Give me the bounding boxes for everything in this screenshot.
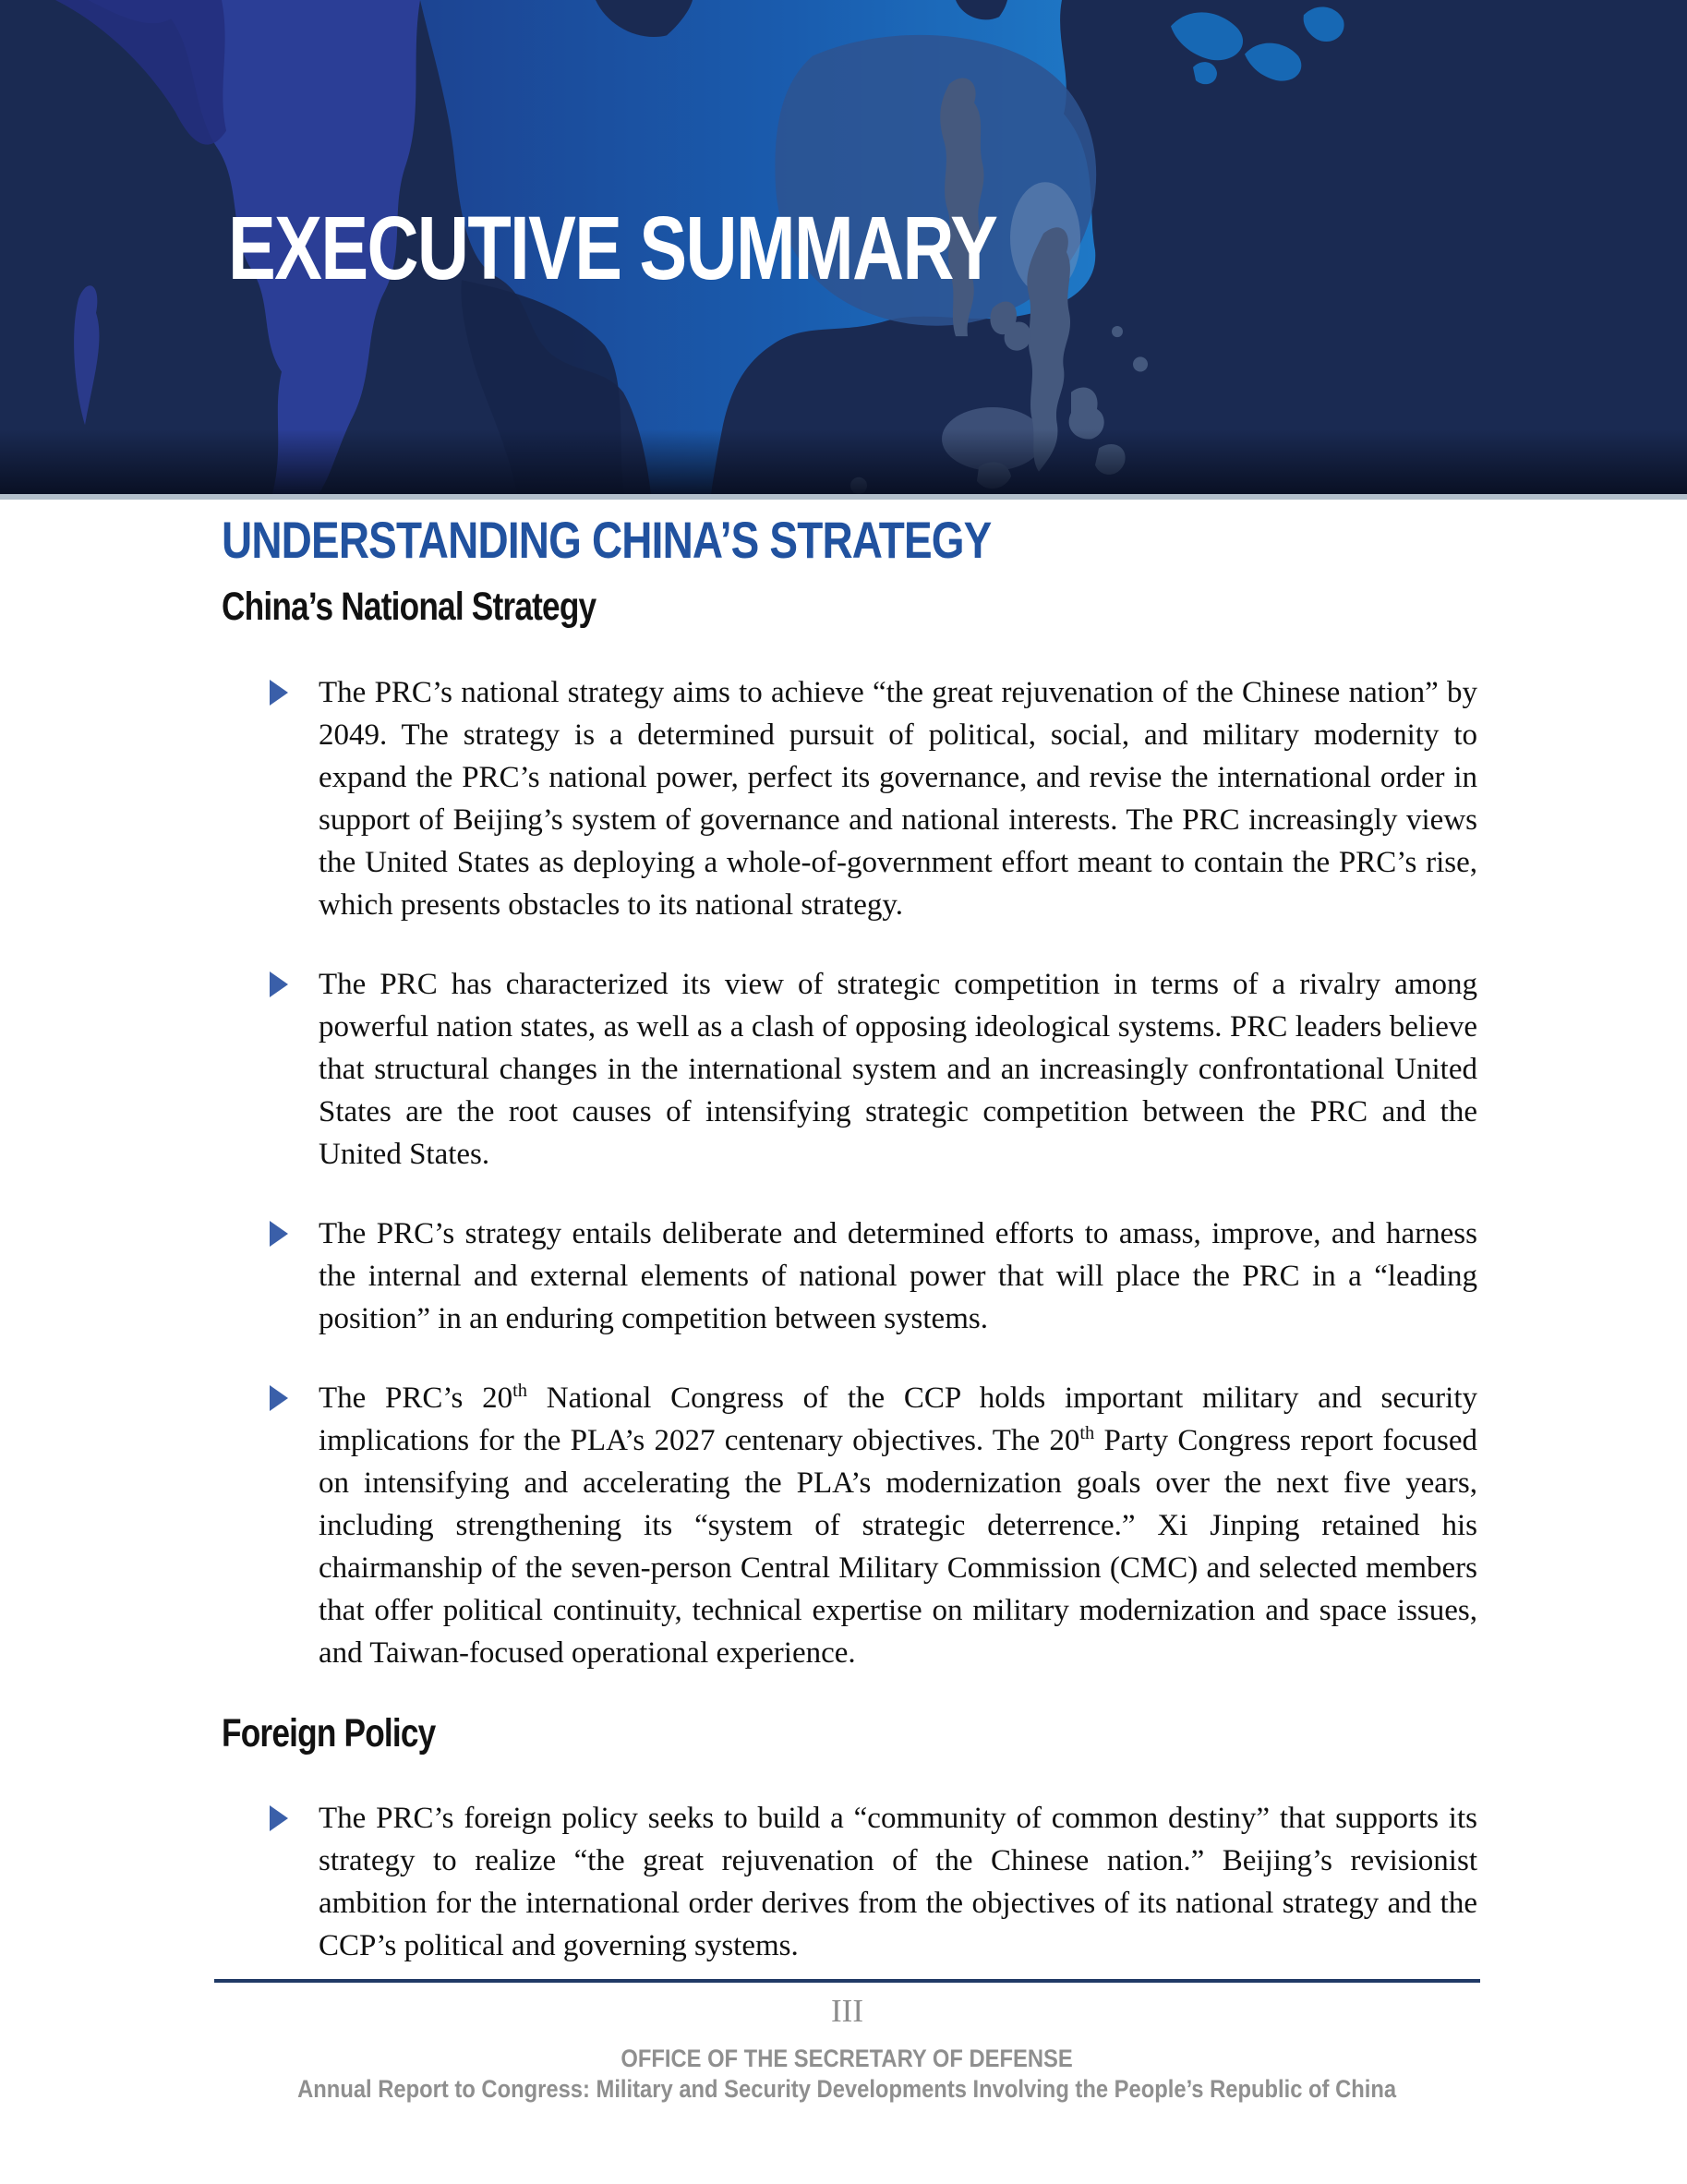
footer-report-line [214, 2074, 1480, 2105]
triangle-bullet-icon [270, 971, 288, 997]
bullet-item [222, 1797, 1477, 1967]
triangle-bullet-icon [270, 680, 288, 706]
triangle-bullet-icon [270, 1385, 288, 1411]
footer-divider [214, 1979, 1480, 1983]
superscript-text: th [1079, 1422, 1095, 1443]
banner-title-text: EXECUTIVE SUMMARY [228, 198, 997, 298]
superscript-text: th [512, 1380, 528, 1401]
bullet-list [222, 1797, 1477, 1967]
content [0, 494, 1687, 2004]
triangle-bullet-icon [270, 1221, 288, 1247]
bullet-list [222, 671, 1477, 1674]
page-footer [214, 1979, 1480, 2105]
footer-office-text: OFFICE OF THE SECRETARY OF DEFENSE [621, 2045, 1074, 2072]
banner-title [228, 198, 1188, 298]
bullet-text: The PRC’s 20th National Congress of the CCP holds important military and security implications for the PLA’s 2027 centenary objectives. The 20th Party Congress report focused on intensifying and accelerating the PLA’s modernization goals over the next five years, including strengthening its “system of strategic deterrence.” Xi Jinping retained his chairmanship of the seven-person Central Military Commission (CMC) and selected members that offer political continuity, technical expertise on military modernization and space issues, and Taiwan-focused operational experience. [319, 1380, 1477, 1670]
bullet-item [222, 671, 1477, 926]
footer-office-line [214, 2044, 1480, 2074]
bullet-text: The PRC’s foreign policy seeks to build a “community of common destiny” that supports its strategy to realize “the great rejuvenation of the Chinese nation.” Beijing’s revisionist ambition for the international order derives from the objectives of its national strategy and the CCP’s political and governing systems. [319, 1802, 1477, 1963]
section-title [222, 511, 1477, 570]
bullet-item [222, 963, 1477, 1176]
subsection-heading-text: Foreign Policy [222, 1710, 436, 1756]
section-title-text: UNDERSTANDING CHINA’S STRATEGY [222, 511, 992, 569]
banner-bottom-shade [0, 429, 1687, 494]
bullet-text: The PRC’s national strategy aims to achieve “the great rejuvenation of the Chinese nation” by 2049. The strategy is a determined pursuit of political, social, and military modernity to expand the PRC’s national power, perfect its governance, and revise the international order in support of Beijing’s system of governance and national interests. The PRC increasingly views the United States as deploying a whole-of-government effort meant to contain the PRC’s rise, which presents obstacles to its national strategy. [319, 675, 1477, 922]
sections-container [222, 585, 1477, 1967]
triangle-bullet-icon [270, 1805, 288, 1831]
subsection-heading-text: China’s National Strategy [222, 585, 596, 630]
bullet-text: The PRC has characterized its view of strategic competition in terms of a rivalry among powerful nation states, as well as a clash of opposing ideological systems. PRC leaders believe that structural changes in the international system and an increasingly confrontational United States are the root causes of intensifying strategic competition between the PRC and the United States. [319, 967, 1477, 1171]
banner [0, 0, 1687, 500]
page-number: III [831, 1993, 863, 2029]
bullet-item [222, 1377, 1477, 1674]
footer-report-text: Annual Report to Congress: Military and Security Developments Involving the People’s Republic of China [297, 2074, 1397, 2103]
subsection-heading [222, 1711, 1477, 1756]
bullet-text: The PRC’s strategy entails deliberate and determined efforts to amass, improve, and harness the internal and external elements of national power that will place the PRC in a “leading position” in an enduring competition between systems. [319, 1216, 1477, 1335]
bullet-item [222, 1213, 1477, 1340]
subsection-heading [222, 585, 1477, 630]
